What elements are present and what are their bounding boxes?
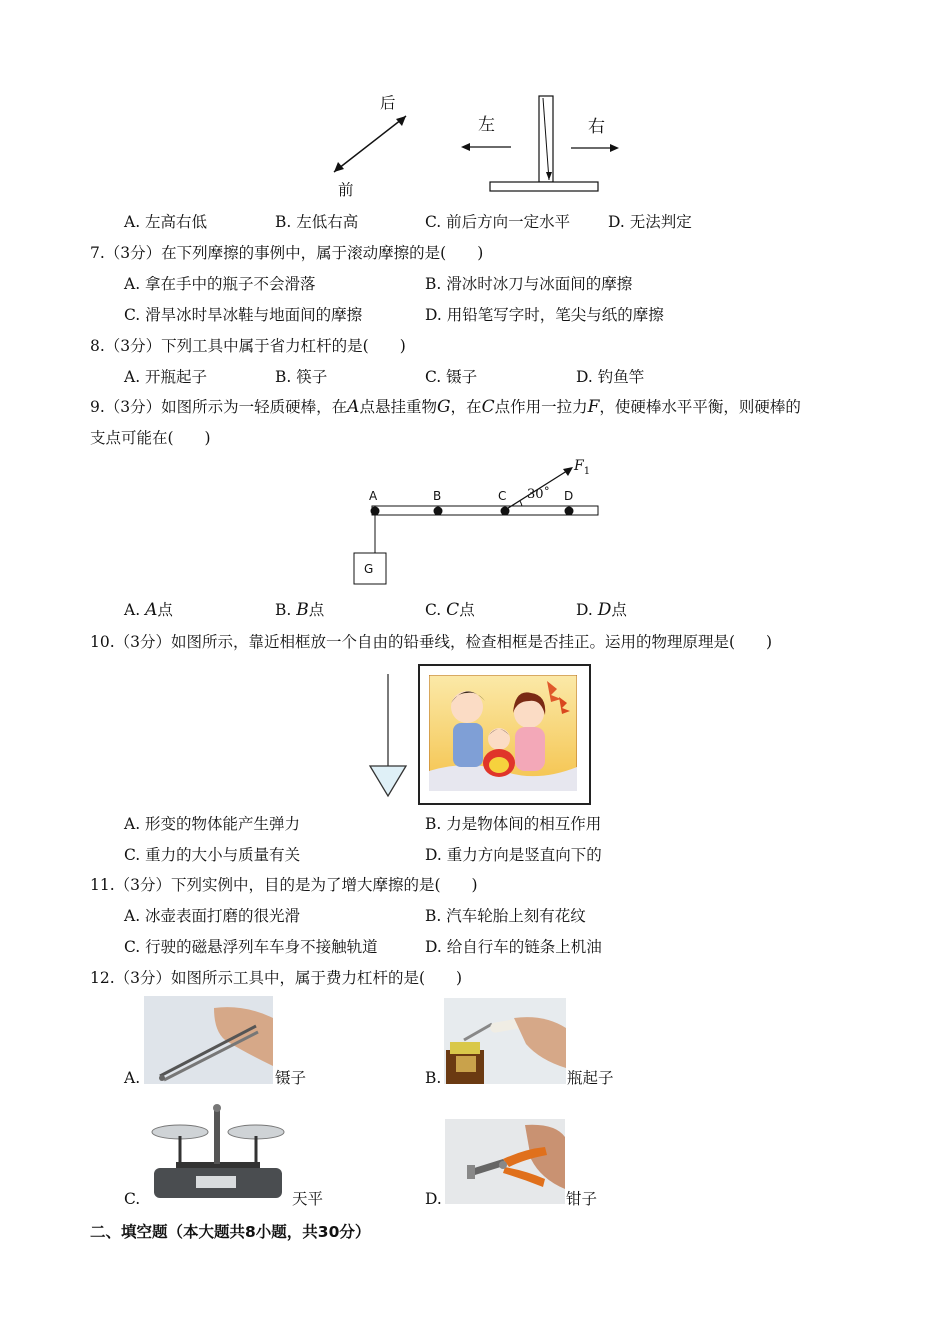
q11-option-c[interactable]: C. 行驶的磁悬浮列车车身不接触轨道 <box>124 938 378 956</box>
q12-option-d-name: 钳子 <box>566 1190 598 1208</box>
q9-fig-label-d: D <box>564 489 574 503</box>
q8-option-c[interactable]: C. 镊子 <box>425 368 478 386</box>
q12-option-c[interactable] <box>124 1188 140 1210</box>
q9-stem-part: 点作用一拉力 <box>494 398 588 416</box>
q10-option-b[interactable]: B. 力是物体间的相互作用 <box>425 815 602 833</box>
q12-option-b[interactable] <box>425 1067 441 1089</box>
q9-stem-part: ，在 <box>450 398 482 416</box>
q9-option-prefix: B. <box>275 601 297 619</box>
q9-var-c: C <box>481 397 495 417</box>
q9-fig-label-b: B <box>433 489 442 503</box>
q9-option-prefix: D. <box>576 601 598 619</box>
q12-tweezers-photo <box>144 996 273 1084</box>
q9-option-var: B <box>296 600 309 620</box>
q9-option-d[interactable] <box>576 599 627 621</box>
q9-option-suffix: 点 <box>157 601 173 619</box>
q12-option-c-name: 天平 <box>292 1190 324 1208</box>
q12-option-a-name: 镊子 <box>275 1069 307 1087</box>
q12-option-a[interactable] <box>124 1067 140 1089</box>
section-2-heading: 二、填空题（本大题共8小题，共30分） <box>90 1223 371 1241</box>
q12-option-d-letter: D. <box>425 1190 442 1208</box>
q12-option-a-letter: A. <box>124 1069 141 1087</box>
q8-option-a[interactable]: A. 开瓶起子 <box>124 368 208 386</box>
q6-option-a[interactable]: A. 左高右低 <box>124 213 208 231</box>
q9-stem-part: ，使硬棒水平平衡，则硬棒的 <box>599 398 801 416</box>
q11-option-b[interactable]: B. 汽车轮胎上刻有花纹 <box>425 907 586 925</box>
q12-option-b-letter: B. <box>425 1069 442 1087</box>
q12-stem: 12.（3分）如图所示工具中，属于费力杠杆的是( ) <box>90 969 463 987</box>
q9-option-suffix: 点 <box>308 601 325 619</box>
q10-stem: 10.（3分）如图所示，靠近相框放一个自由的铅垂线，检查相框是否挂正。运用的物理原理是( ) <box>90 633 773 651</box>
q9-fig-f: F <box>574 458 584 474</box>
q7-option-a[interactable]: A. 拿在手中的瓶子不会滑落 <box>124 275 316 293</box>
q10-family-picture <box>429 675 577 791</box>
q6-figure-level <box>455 90 625 195</box>
q10-plumb-line <box>368 672 410 802</box>
q9-fig-label-c: C <box>498 489 507 503</box>
q9-option-c[interactable] <box>425 599 475 621</box>
q12-option-b-name: 瓶起子 <box>567 1069 614 1087</box>
q9-option-suffix: 点 <box>611 601 627 619</box>
q9-option-var: C <box>446 600 460 620</box>
q6-option-c[interactable]: C. 前后方向一定水平 <box>425 213 571 231</box>
q10-option-c[interactable]: C. 重力的大小与质量有关 <box>124 846 301 864</box>
q9-option-var: D <box>597 600 612 620</box>
q7-option-d[interactable]: D. 用铅笔写字时，笔尖与纸的摩擦 <box>425 306 664 324</box>
q9-option-prefix: C. <box>425 601 447 619</box>
q12-option-c-letter: C. <box>124 1190 141 1208</box>
q8-stem: 8.（3分）下列工具中属于省力杠杆的是( ) <box>90 337 406 355</box>
q9-fig-label-f1 <box>574 458 590 477</box>
q9-fig-f-sub: 1 <box>583 465 591 477</box>
q9-figure-lever <box>340 455 610 590</box>
q6-label-front: 前 <box>338 181 354 199</box>
q9-stem-line1 <box>90 396 801 418</box>
q9-option-prefix: A. <box>124 601 146 619</box>
q9-stem-part: 点悬挂重物 <box>359 398 437 416</box>
q11-option-a[interactable]: A. 冰壶表面打磨的很光滑 <box>124 907 301 925</box>
q6-option-b[interactable]: B. 左低右高 <box>275 213 359 231</box>
q8-option-b[interactable]: B. 筷子 <box>275 368 328 386</box>
q12-balance-photo <box>146 1102 290 1204</box>
q12-option-d[interactable] <box>425 1188 442 1210</box>
q10-option-a[interactable]: A. 形变的物体能产生弹力 <box>124 815 301 833</box>
q6-option-d[interactable]: D. 无法判定 <box>608 213 692 231</box>
q11-stem: 11.（3分）下列实例中，目的是为了增大摩擦的是( ) <box>90 876 478 894</box>
q9-fig-label-angle: 30˚ <box>527 487 551 502</box>
q9-option-b[interactable] <box>275 599 324 621</box>
q11-option-d[interactable]: D. 给自行车的链条上机油 <box>425 938 602 956</box>
q9-stem-line2: 支点可能在( ) <box>90 429 211 447</box>
q9-option-suffix: 点 <box>459 601 475 619</box>
q10-option-d[interactable]: D. 重力方向是竖直向下的 <box>425 846 602 864</box>
q6-figure-directions <box>320 88 420 203</box>
q9-fig-label-g: G <box>364 562 374 576</box>
q6-label-right: 右 <box>588 117 605 137</box>
q9-var-g: G <box>436 397 451 417</box>
q7-option-b[interactable]: B. 滑冰时冰刀与冰面间的摩擦 <box>425 275 633 293</box>
q9-stem-part: 9.（3分）如图所示为一轻质硬棒，在 <box>90 398 348 416</box>
q8-option-d[interactable]: D. 钓鱼竿 <box>576 368 645 386</box>
q9-var-a: A <box>347 397 360 417</box>
q9-option-var: A <box>145 600 158 620</box>
q6-label-back: 后 <box>380 94 396 112</box>
q7-stem: 7.（3分）在下列摩擦的事例中，属于滚动摩擦的是( ) <box>90 244 484 262</box>
q9-var-f: F <box>587 397 600 417</box>
q10-picture-frame <box>418 664 591 805</box>
q9-option-a[interactable] <box>124 599 173 621</box>
q7-option-c[interactable]: C. 滑旱冰时旱冰鞋与地面间的摩擦 <box>124 306 363 324</box>
q12-pliers-photo <box>445 1119 565 1204</box>
q6-label-left: 左 <box>478 115 495 135</box>
q9-fig-label-a: A <box>369 489 378 503</box>
q12-bottle-opener-photo <box>444 998 566 1084</box>
